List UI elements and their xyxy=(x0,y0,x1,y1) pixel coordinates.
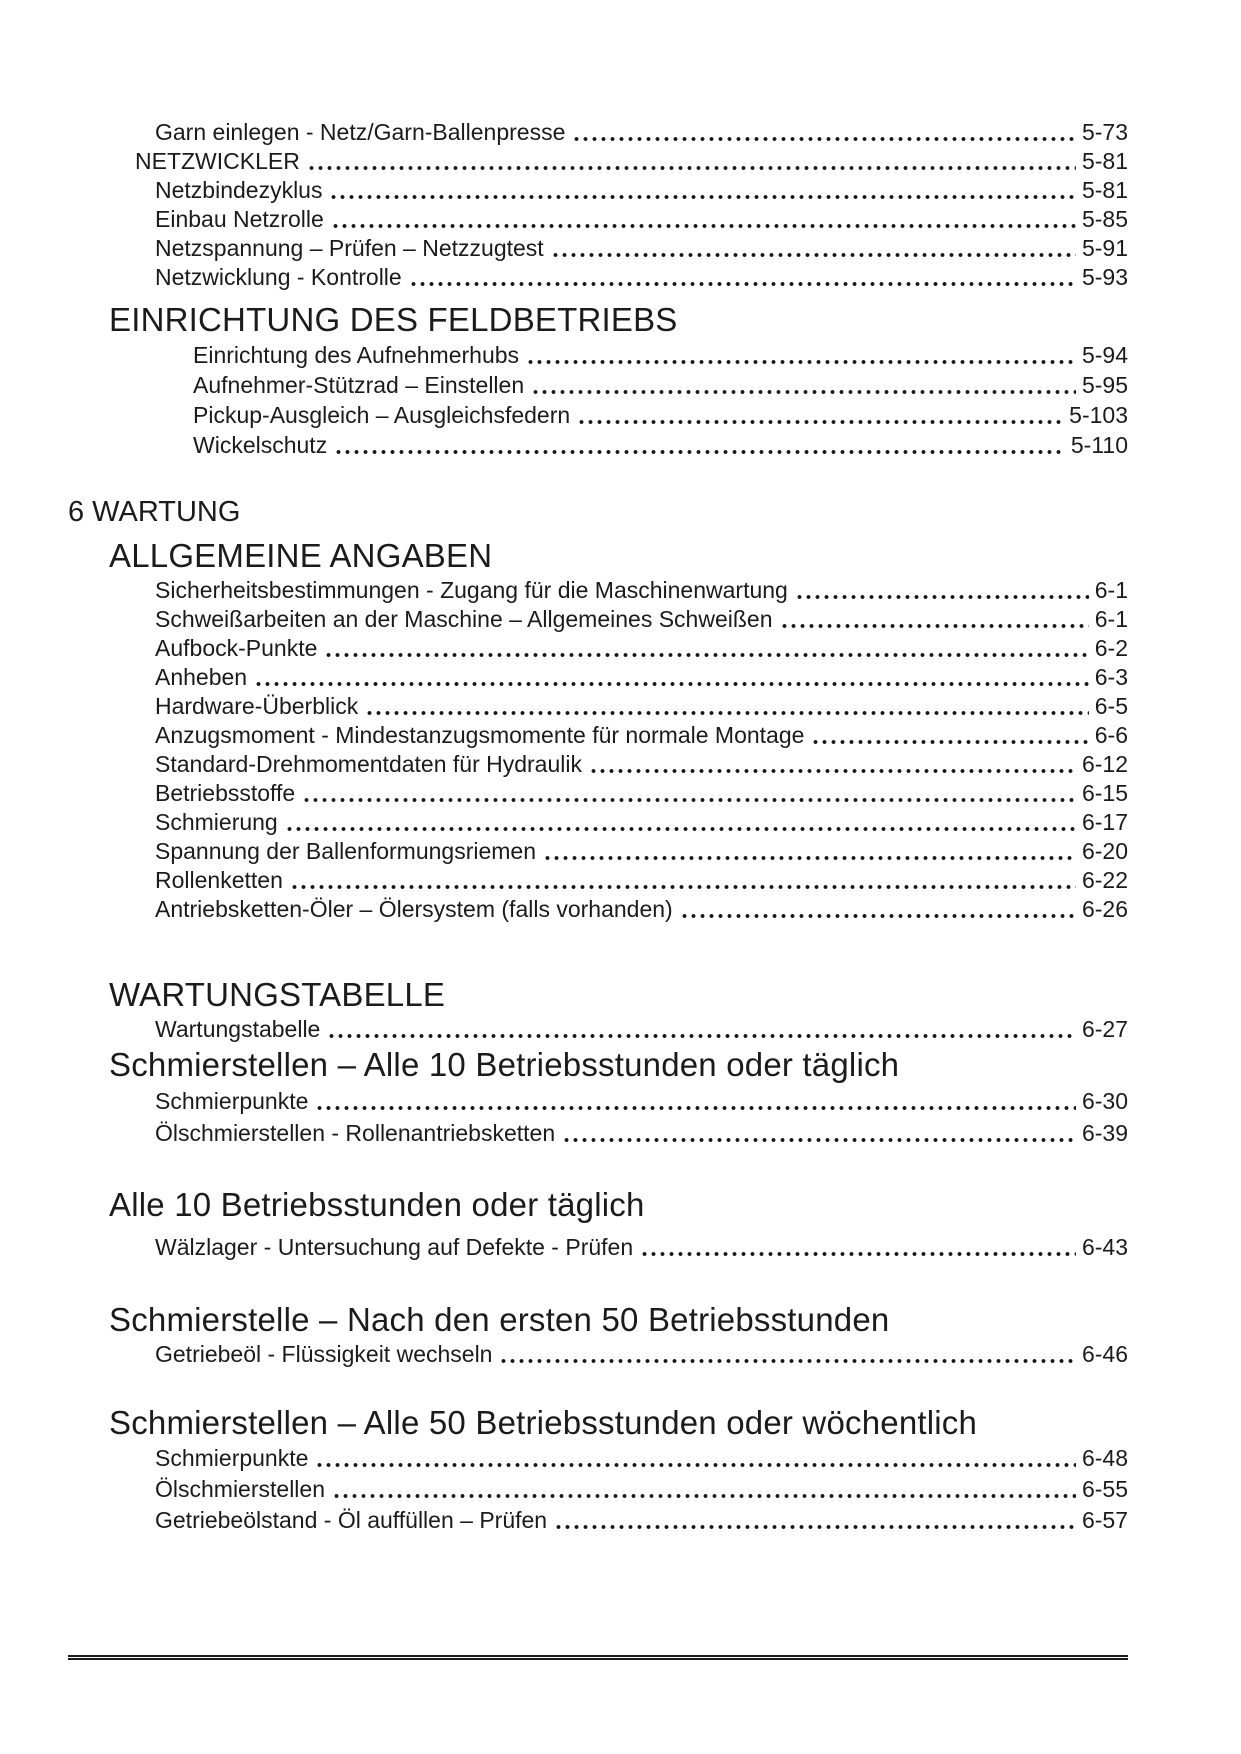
entry-label: Schmierung xyxy=(155,809,278,835)
dot-leader xyxy=(526,340,1076,370)
entry-page-number: 6-20 xyxy=(1081,838,1128,864)
entry-page-number: 6-39 xyxy=(1081,1120,1128,1146)
dot-leader xyxy=(315,1443,1076,1474)
entry-label: Wartungstabelle xyxy=(155,1016,321,1042)
section-heading: EINRICHTUNG DES FELDBETRIEBS xyxy=(109,301,678,338)
toc-entry xyxy=(68,1505,1128,1536)
entry-label: Netzbindezyklus xyxy=(155,177,323,203)
entry-label: Hardware-Überblick xyxy=(155,693,359,719)
toc-entry xyxy=(68,663,1128,692)
toc-entry xyxy=(68,605,1128,634)
entry-page-number: 5-103 xyxy=(1069,402,1128,428)
entry-page-number: 6-43 xyxy=(1081,1234,1128,1260)
dot-leader xyxy=(329,176,1075,205)
entry-page-number: 5-73 xyxy=(1081,119,1128,145)
entry-label: Betriebsstoffe xyxy=(155,780,296,806)
dot-leader xyxy=(811,721,1088,750)
toc-entry xyxy=(68,634,1128,663)
toc-entry xyxy=(68,895,1128,924)
page-bottom-rule xyxy=(68,1655,1128,1660)
entry-label: Einrichtung des Aufnehmerhubs xyxy=(193,342,520,368)
entry-page-number: 6-12 xyxy=(1081,751,1128,777)
toc-entry xyxy=(68,263,1128,292)
toc-entry xyxy=(68,1015,1128,1044)
entry-page-number: 6-30 xyxy=(1081,1088,1128,1114)
section-heading: Schmierstellen – Alle 50 Betriebsstunden oder wöchentlich xyxy=(109,1404,978,1441)
entry-page-number: 6-5 xyxy=(1094,693,1128,719)
toc-entry xyxy=(68,400,1128,430)
entry-page-number: 6-2 xyxy=(1094,635,1128,661)
entry-label: Wälzlager - Untersuchung auf Defekte - Prüfen xyxy=(155,1234,634,1260)
toc-entry-group xyxy=(68,1443,1128,1536)
dot-leader xyxy=(499,1340,1075,1369)
dot-leader xyxy=(680,895,1076,924)
entry-label: NETZWICKLER xyxy=(135,148,300,174)
entry-label: Antriebsketten-Öler – Ölersystem (falls vorhanden) xyxy=(155,896,673,922)
toc-entry xyxy=(68,370,1128,400)
entry-label: Aufnehmer-Stützrad – Einstellen xyxy=(193,372,525,398)
toc-entry xyxy=(68,808,1128,837)
dot-leader xyxy=(795,576,1089,605)
entry-label: Schmierpunkte xyxy=(155,1445,309,1471)
section-heading: ALLGEMEINE ANGABEN xyxy=(109,537,493,574)
entry-label: Spannung der Ballenformungsriemen xyxy=(155,838,537,864)
toc-entry xyxy=(68,866,1128,895)
entry-page-number: 5-91 xyxy=(1081,235,1128,261)
entry-page-number: 6-17 xyxy=(1081,809,1128,835)
toc-entry xyxy=(68,692,1128,721)
toc-entry-group xyxy=(68,1340,1128,1369)
toc-entry xyxy=(68,205,1128,234)
entry-label: Getriebeölstand - Öl auffüllen – Prüfen xyxy=(155,1507,548,1533)
toc-entry xyxy=(68,1340,1128,1369)
entry-page-number: 6-46 xyxy=(1081,1341,1128,1367)
dot-leader xyxy=(640,1233,1076,1262)
dot-leader xyxy=(365,692,1089,721)
entry-label: Einbau Netzrolle xyxy=(155,206,324,232)
section-heading: WARTUNGSTABELLE xyxy=(109,976,446,1013)
entry-page-number: 6-1 xyxy=(1094,606,1128,632)
dot-leader xyxy=(589,750,1076,779)
toc-entry xyxy=(68,1117,1128,1149)
entry-page-number: 6-55 xyxy=(1081,1476,1128,1502)
entry-label: Schweißarbeiten an der Maschine – Allgemeines Schweißen xyxy=(155,606,773,632)
toc-content xyxy=(68,0,1128,1660)
toc-entry-group xyxy=(68,576,1128,924)
toc-entry-group xyxy=(68,1015,1128,1044)
entry-label: Rollenketten xyxy=(155,867,283,893)
toc-entry xyxy=(68,118,1128,147)
toc-entry xyxy=(68,721,1128,750)
toc-entry xyxy=(68,837,1128,866)
entry-label: Netzwicklung - Kontrolle xyxy=(155,264,402,290)
toc-entry-group xyxy=(68,340,1128,460)
entry-page-number: 5-85 xyxy=(1081,206,1128,232)
dot-leader xyxy=(554,1505,1076,1536)
entry-label: Netzspannung – Prüfen – Netzzugtest xyxy=(155,235,544,261)
toc-entry xyxy=(68,430,1128,460)
entry-page-number: 6-27 xyxy=(1081,1016,1128,1042)
entry-page-number: 6-26 xyxy=(1081,896,1128,922)
entry-page-number: 6-6 xyxy=(1094,722,1128,748)
entry-page-number: 5-94 xyxy=(1081,342,1128,368)
dot-leader xyxy=(531,370,1076,400)
entry-page-number: 5-110 xyxy=(1070,432,1128,458)
toc-entry xyxy=(68,1443,1128,1474)
entry-page-number: 5-81 xyxy=(1081,177,1128,203)
dot-leader xyxy=(334,430,1065,460)
entry-label: Ölschmierstellen xyxy=(155,1476,325,1502)
entry-label: Standard-Drehmomentdaten für Hydraulik xyxy=(155,751,582,777)
entry-page-number: 5-93 xyxy=(1081,264,1128,290)
dot-leader xyxy=(543,837,1076,866)
entry-page-number: 6-57 xyxy=(1081,1507,1128,1533)
entry-page-number: 6-1 xyxy=(1094,577,1128,603)
toc-entry xyxy=(68,147,1128,176)
toc-entry xyxy=(68,1085,1128,1117)
dot-leader xyxy=(780,605,1089,634)
dot-leader xyxy=(285,808,1076,837)
section-heading: Schmierstellen – Alle 10 Betriebsstunden oder täglich xyxy=(109,1046,900,1083)
dot-leader xyxy=(331,205,1076,234)
toc-entry-group xyxy=(68,1085,1128,1149)
section-heading: Alle 10 Betriebsstunden oder täglich xyxy=(109,1186,645,1223)
toc-entry xyxy=(68,176,1128,205)
entry-label: Garn einlegen - Netz/Garn-Ballenpresse xyxy=(155,119,566,145)
dot-leader xyxy=(409,263,1076,292)
entry-page-number: 6-3 xyxy=(1094,664,1128,690)
dot-leader xyxy=(551,234,1076,263)
toc-entry xyxy=(68,576,1128,605)
dot-leader xyxy=(307,147,1076,176)
dot-leader xyxy=(290,866,1076,895)
entry-label: Wickelschutz xyxy=(193,432,328,458)
entry-page-number: 5-81 xyxy=(1081,148,1128,174)
entry-label: Schmierpunkte xyxy=(155,1088,309,1114)
entry-label: Sicherheitsbestimmungen - Zugang für die Maschinenwartung xyxy=(155,577,788,603)
dot-leader xyxy=(327,1015,1076,1044)
toc-entry-group xyxy=(68,1233,1128,1262)
toc-entry-group xyxy=(68,118,1128,292)
entry-label: Getriebeöl - Flüssigkeit wechseln xyxy=(155,1341,493,1367)
entry-label: Pickup-Ausgleich – Ausgleichsfedern xyxy=(193,402,571,428)
dot-leader xyxy=(332,1474,1076,1505)
dot-leader xyxy=(572,118,1076,147)
toc-entry xyxy=(68,779,1128,808)
entry-page-number: 6-15 xyxy=(1081,780,1128,806)
entry-label: Anheben xyxy=(155,664,248,690)
dot-leader xyxy=(254,663,1089,692)
toc-entry xyxy=(68,1233,1128,1262)
entry-label: Ölschmierstellen - Rollenantriebsketten xyxy=(155,1120,556,1146)
toc-entry xyxy=(68,1474,1128,1505)
dot-leader xyxy=(302,779,1076,808)
dot-leader xyxy=(315,1085,1076,1117)
toc-entry xyxy=(68,234,1128,263)
section-heading: Schmierstelle – Nach den ersten 50 Betriebsstunden xyxy=(109,1301,890,1338)
entry-page-number: 5-95 xyxy=(1081,372,1128,398)
entry-label: Aufbock-Punkte xyxy=(155,635,318,661)
dot-leader xyxy=(577,400,1063,430)
chapter-heading: 6 WARTUNG xyxy=(68,496,241,528)
dot-leader xyxy=(562,1117,1076,1149)
toc-entry xyxy=(68,340,1128,370)
entry-label: Anzugsmoment - Mindestanzugsmomente für normale Montage xyxy=(155,722,805,748)
entry-page-number: 6-48 xyxy=(1081,1445,1128,1471)
dot-leader xyxy=(324,634,1088,663)
toc-entry xyxy=(68,750,1128,779)
entry-page-number: 6-22 xyxy=(1081,867,1128,893)
